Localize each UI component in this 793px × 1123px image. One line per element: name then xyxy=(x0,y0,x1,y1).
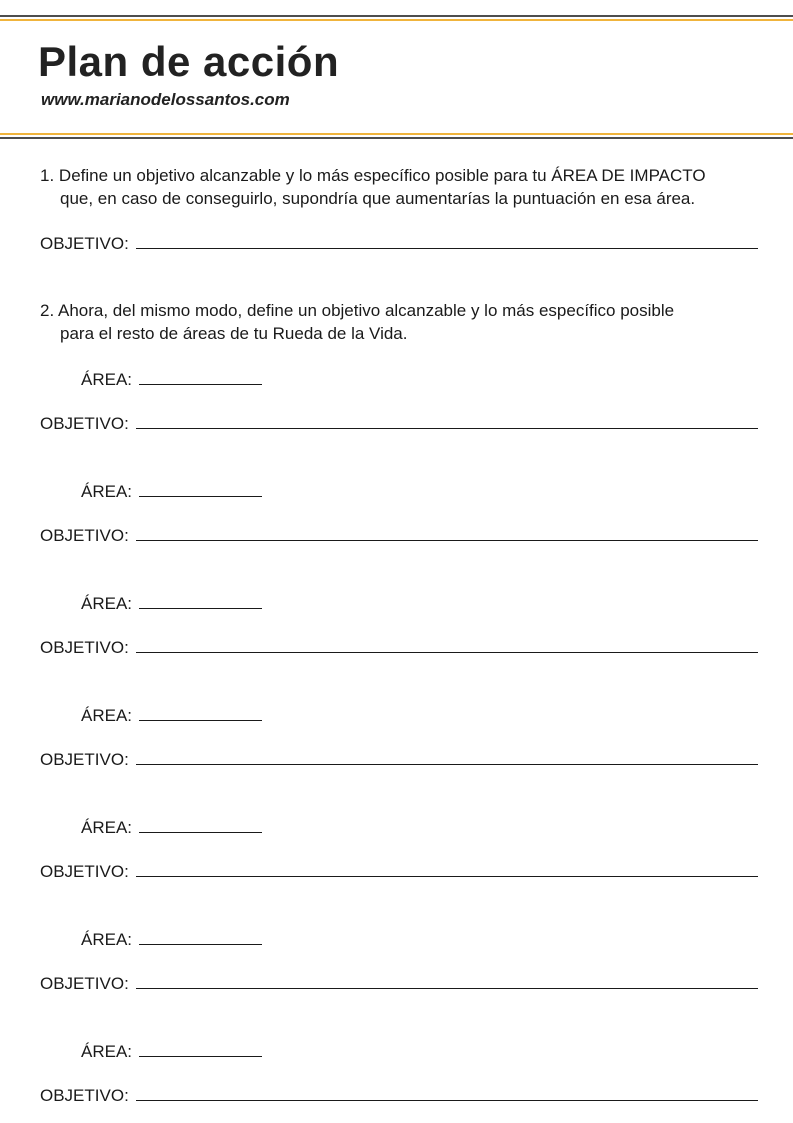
website-url: www.marianodelossantos.com xyxy=(41,90,290,109)
question-1-number: 1. xyxy=(40,166,55,185)
area-field xyxy=(81,704,262,726)
objective-field xyxy=(40,972,758,994)
area-label: ÁREA: xyxy=(81,370,133,389)
header-bottom-rule-dark xyxy=(0,137,793,139)
area-blank-line[interactable] xyxy=(139,592,262,609)
area-field xyxy=(81,368,262,390)
area-label: ÁREA: xyxy=(81,594,133,613)
area-blank-line[interactable] xyxy=(139,1040,262,1057)
area-field xyxy=(81,816,262,838)
header-top-rule-gold xyxy=(0,19,793,21)
area-blank-line[interactable] xyxy=(139,368,262,385)
objective-field xyxy=(40,1084,758,1106)
objective-field xyxy=(40,524,758,546)
objective-blank-line[interactable] xyxy=(136,524,758,541)
objective-blank-line[interactable] xyxy=(136,748,758,765)
area-label: ÁREA: xyxy=(81,818,133,837)
objective-field xyxy=(40,860,758,882)
area-label: ÁREA: xyxy=(81,1042,133,1061)
question-1-text-1: Define un objetivo alcanzable y lo más específico posible para tu ÁREA DE IMPACTO xyxy=(58,166,706,185)
objective-blank-line[interactable] xyxy=(136,232,758,249)
page-title: Plan de acción xyxy=(38,38,340,85)
area-label: ÁREA: xyxy=(81,482,133,501)
objective-label: OBJETIVO: xyxy=(40,638,129,657)
area-label: ÁREA: xyxy=(81,706,133,725)
objective-blank-line[interactable] xyxy=(136,860,758,877)
question-2-line-1 xyxy=(40,299,775,322)
question-1 xyxy=(40,164,775,210)
objective-label: OBJETIVO: xyxy=(40,974,129,993)
objective-field xyxy=(40,748,758,770)
objective-field xyxy=(40,636,758,658)
area-field xyxy=(81,592,262,614)
header-top-rule-dark xyxy=(0,15,793,17)
objective-blank-line[interactable] xyxy=(136,636,758,653)
header-bottom-rule-gold xyxy=(0,133,793,135)
header-bottom-rule xyxy=(0,133,793,139)
objective-blank-line[interactable] xyxy=(136,1084,758,1101)
question-1-line-1 xyxy=(40,164,775,187)
area-blank-line[interactable] xyxy=(139,816,262,833)
objective-label: OBJETIVO: xyxy=(40,414,129,433)
objective-label: OBJETIVO: xyxy=(40,526,129,545)
area-blank-line[interactable] xyxy=(139,704,262,721)
question-2 xyxy=(40,299,775,345)
question-2-text-1: Ahora, del mismo modo, define un objetivo alcanzable y lo más específico posible xyxy=(57,301,675,320)
objective-label: OBJETIVO: xyxy=(40,1086,129,1105)
area-field xyxy=(81,928,262,950)
question-1-text-2: que, en caso de conseguirlo, supondría que aumentarías la puntuación en esa área. xyxy=(60,189,696,208)
area-field xyxy=(81,1040,262,1062)
area-blank-line[interactable] xyxy=(139,928,262,945)
objective-label: OBJETIVO: xyxy=(40,862,129,881)
objective-label: OBJETIVO: xyxy=(40,234,129,253)
objective-label: OBJETIVO: xyxy=(40,750,129,769)
objective-field-main xyxy=(40,232,758,254)
area-field xyxy=(81,480,262,502)
objective-field xyxy=(40,412,758,434)
area-blank-line[interactable] xyxy=(139,480,262,497)
question-2-number: 2. xyxy=(40,301,55,320)
area-label: ÁREA: xyxy=(81,930,133,949)
objective-blank-line[interactable] xyxy=(136,412,758,429)
question-2-text-2: para el resto de áreas de tu Rueda de la Vida. xyxy=(60,324,408,343)
header-top-rule xyxy=(0,15,793,21)
objective-blank-line[interactable] xyxy=(136,972,758,989)
